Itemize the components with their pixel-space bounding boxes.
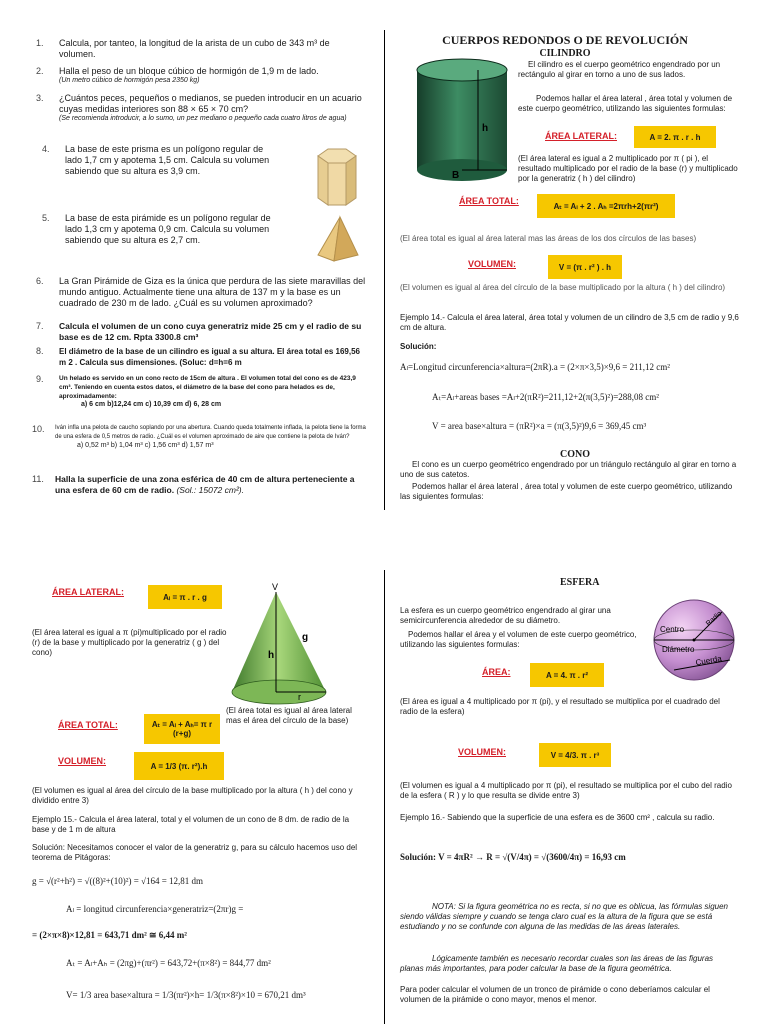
page-title: CUERPOS REDONDOS O DE REVOLUCIÓN (442, 33, 688, 47)
example-14-volume: V = area base×altura = (πR²)×a = (π(3,5)²)9,6 = 369,45 cm³ (432, 421, 647, 431)
sphere-volume-desc: (El volumen es igual a 4 multiplicado por π (pi), el resultado se multiplica por el cubo del radio de la esfera ( R ) y lo que resulta se divide entre 3) (400, 781, 732, 800)
sphere-intro-2: Podemos hallar el área y el volumen de este cuerpo geométrico, utilizando las siguientes formulas: (400, 630, 637, 649)
solution-14-label: Solución: (400, 342, 437, 351)
exercise-2: 2. Halla el peso de un bloque cúbico de hormigón de 1,9 m de lado. (Un metro cúbico de hormigón pesa 2350 kg) (36, 66, 319, 84)
sphere-volume-label: VOLUMEN: (458, 747, 506, 757)
sphere-area-desc: (El área es igual a 4 multiplicado por π (pi), y el resultado se multiplica por el cuadrado del radio de la esfera) (400, 697, 720, 716)
sphere-area-label: ÁREA: (482, 667, 511, 677)
cone-lateral-label: ÁREA LATERAL: (52, 587, 124, 597)
note-frustum: Para poder calcular el volumen de un tronco de pirámide o cono deberíamos calcular el volumen de la pirámide o cono mayor, menos el menor. (400, 985, 710, 1004)
exercise-5: 5. La base de esta pirámide es un polígono regular de lado 1,3 cm y apotema 0,9 cm. Calcula su volumen sabiendo que su altura es 2,7 cm. (42, 213, 271, 245)
cylinder-volume-label: VOLUMEN: (468, 259, 516, 269)
cylinder-total-label: ÁREA TOTAL: (459, 196, 519, 206)
sphere-intro: La esfera es un cuerpo geométrico engendrado al girar una semicircunferencia alrededor de su diámetro. (400, 606, 611, 625)
exercise-4: 4. La base de este prisma es un polígono regular de lado 1,7 cm y apotema 1,5 cm. Calcula su volumen sabiendo que su altura es 3,9 cm. (42, 144, 270, 176)
cone-intro-2: Podemos hallar el área lateral , área total y volumen de este cuerpo geométrico, utilizando las siguientes formulas: (400, 482, 733, 501)
exercise-9: 9. Un helado es servido en un cono recto de 15cm de altura . El volumen total del cono es de 423,9 cm³. Teniendo en cuenta estos datos, el diámetro de la base del cono para helados es de, aproximadamente: a) 6 cm b)12,24 cm c) 10,39 cm d) 6, 28 cm (36, 374, 356, 408)
hexagonal-prism-icon (314, 146, 360, 208)
cylinder-volume-formula: V = (π . r² ) . h (548, 255, 622, 279)
cone-height-label: h (268, 650, 275, 661)
example-14-total: Aₜ=Aₗ+areas bases =Aₗ+2(πR²)=211,12+2(π(3,5)²)=288,08 cm² (432, 392, 659, 402)
cone-volume-desc: (El volumen es igual al área del círculo de la base multiplicado por la altura ( h ) del cono y dividido entre 3) (32, 786, 353, 805)
note: NOTA: Si la figura geométrica no es recta, si no que es oblicua, las fórmulas siguen siendo válidas siempre y cuando se tenga claro cual es la altura de la figura que se está estudiando y no se confunde con alguna de las medidas de las áreas laterales. (400, 902, 728, 931)
cone-total-desc: (El área total es igual al área lateral mas el área del círculo de la base) (226, 706, 352, 725)
exercise-3: 3. ¿Cuántos peces, pequeños o medianos, se pueden introducir en un acuario cuyas medidas interiores son 88 × 65 × 70 cm? (Se recomienda introducir, a lo sumo, un pez mediano o pequeño cada cuatro litros de agua) (36, 93, 362, 122)
sphere-volume-formula: V = 4/3. π . r³ (539, 743, 611, 767)
solution-15: Solución: Necesitamos conocer el valor de la generatriz g, para su cálculo hacemos uso del teorema de Pitágoras: (32, 843, 358, 862)
cylinder-height-label: h (482, 123, 489, 134)
cone-lateral-formula: Aₗ = π . r . g (148, 585, 222, 609)
sphere-chord-label: Cuerda (694, 653, 723, 668)
sphere-diameter-label: Diámetro (662, 645, 695, 654)
cylinder-total-formula: Aₜ = Aₗ + 2 . Aₕ =2πrh+2(πr²) (537, 194, 675, 218)
cone-volume-label: VOLUMEN: (58, 756, 106, 766)
exercise-1: 1. Calcula, por tanteo, la longitud de la arista de un cubo de 343 m³ de volumen. (36, 38, 330, 59)
example-15-lateral: Aₗ = longitud circunferencia×generatriz=(2πr)g = (66, 904, 244, 914)
exercise-8: 8. El diámetro de la base de un cilindro es igual a su altura. El área total es 169,56 m 2 . Calcula sus dimensiones. (Soluc: d=h=6 m (36, 346, 361, 367)
exercise-6: 6. La Gran Pirámide de Giza es la única que perdura de las siete maravillas del mundo antiguo. Actualmente tiene una altura de 137 m y la base es un cuadrado de 230 m de lado. ¿Cuál es su volumen aproximado? (36, 276, 366, 308)
cone-title: CONO (560, 449, 590, 460)
sphere-title: ESFERA (560, 577, 600, 588)
cylinder-intro-2: Podemos hallar el área lateral , área total y volumen de este cuerpo geométrico, utilizando las siguientes formulas: (518, 94, 733, 113)
cone-total-formula: Aₜ = Aₗ + Aₕ= π r (r+g) (144, 714, 220, 744)
exercise-10: 10. Iván infla una pelota de caucho soplando por una abertura. Cuando queda totalmente inflada, la pelota tiene la forma de una esfera de 0,5 metros de radio. ¿Cuál es el volumen aproximado de aire que contiene la pelota de Iván? a) 0,52 m³ b) 1,04 m³ c) 1,56 cm³ d) 1,57 m³ (32, 424, 366, 449)
example-15-generatrix: g = √(r²+h²) = √((8)²+(10)²) = √164 = 12,81 dm (32, 876, 204, 886)
sphere-area-formula: A = 4. π . r² (530, 663, 604, 687)
example-15: Ejemplo 15.- Calcula el área lateral, total y el volumen de un cono de 8 dm. de radio de la base y de 1 m de altura (32, 815, 350, 834)
exercise-11: 11. Halla la superficie de una zona esférica de 40 cm de altura perteneciente a una esfera de 60 cm de radio. (Sol.: 15072 cm²). (32, 474, 355, 495)
cylinder-figure (412, 56, 514, 184)
cylinder-lateral-label: ÁREA LATERAL: (545, 131, 617, 141)
example-14: Ejemplo 14.- Calcula el área lateral, área total y volumen de un cilindro de 3,5 cm de radio y 9,6 cm de altura. (400, 313, 739, 332)
cylinder-base-label: B (452, 170, 460, 181)
cylinder-lateral-desc: (El área lateral es igual a 2 multiplicado por π ( pi ), el resultado multiplicado por el radio de la base (r) y multiplicado por la generatriz ( h ) del cilindro) (518, 154, 738, 183)
cone-volume-formula: A = 1/3 (π. r²).h (134, 752, 224, 780)
sphere-radius-label: Radio (705, 610, 724, 628)
cone-intro: El cono es un cuerpo geométrico engendrado por un triángulo rectángulo al girar en torno a uno de sus catetos. (400, 460, 737, 479)
cylinder-intro: El cilindro es el cuerpo geométrico engendrado por un rectángulo al girar en torno a uno de sus lados. (518, 60, 721, 79)
example-15-volume: V= 1/3 area base×altura = 1/3(πr²)×h= 1/3(π×8²)×10 = 670,21 dm³ (66, 990, 306, 1000)
example-15-total: Aₜ = Aₗ+Aₕ = (2πg)+(πr²) = 643,72+(π×8²) = 844,77 dm² (66, 958, 271, 968)
cone-total-label: ÁREA TOTAL: (58, 720, 118, 730)
example-14-lateral: Aₗ=Longitud circunferencia×altura=(2πR).a = (2×π×3,5)×9,6 = 211,12 cm² (400, 362, 670, 372)
cone-lateral-desc: (El área lateral es igual a π (pi)multiplicado por el radio (r) de la base y multiplicado por la generatriz ( g ) del cono) (32, 628, 227, 657)
cone-generatrix-label: g (302, 632, 309, 643)
bottom-divider (384, 570, 385, 1024)
sphere-center-label: Centro (660, 625, 685, 634)
cylinder-volume-desc: (El volumen es igual al área del círculo de la base multiplicado por la altura ( h ) del cilindro) (400, 283, 726, 292)
example-16-solution: Solución: V = 4πR² → R = √(V/4π) = √(3600/4π) = 16,93 cm (400, 852, 626, 862)
example-15-lateral-result: = (2×π×8)×12,81 = 643,71 dm² ≅ 6,44 m² (32, 930, 188, 940)
cylinder-lateral-formula: A = 2. π . r . h (634, 126, 716, 148)
pyramid-icon (316, 215, 360, 263)
cone-vertex-label: V (272, 582, 279, 592)
cylinder-total-desc: (El área total es igual al área lateral mas las áreas de los dos círculos de las bases) (400, 234, 697, 243)
cone-radius-label: r (298, 692, 301, 702)
note-plane-figures: Lógicamente también es necesario recordar cuales son las áreas de las figuras planas más importantes, para poder calcular la base de la figura geométrica. (400, 954, 714, 973)
example-16: Ejemplo 16.- Sabiendo que la superficie de una esfera es de 3600 cm² , calcula su radio. (400, 813, 715, 822)
cylinder-title: CILINDRO (539, 48, 591, 59)
cone-figure (226, 582, 346, 710)
top-divider (384, 30, 385, 510)
exercise-7: 7. Calcula el volumen de un cono cuya generatriz mide 25 cm y el radio de su base es de 12 cm. Rpta 3300.8 cm³ (36, 321, 362, 342)
sphere-figure (644, 598, 744, 682)
